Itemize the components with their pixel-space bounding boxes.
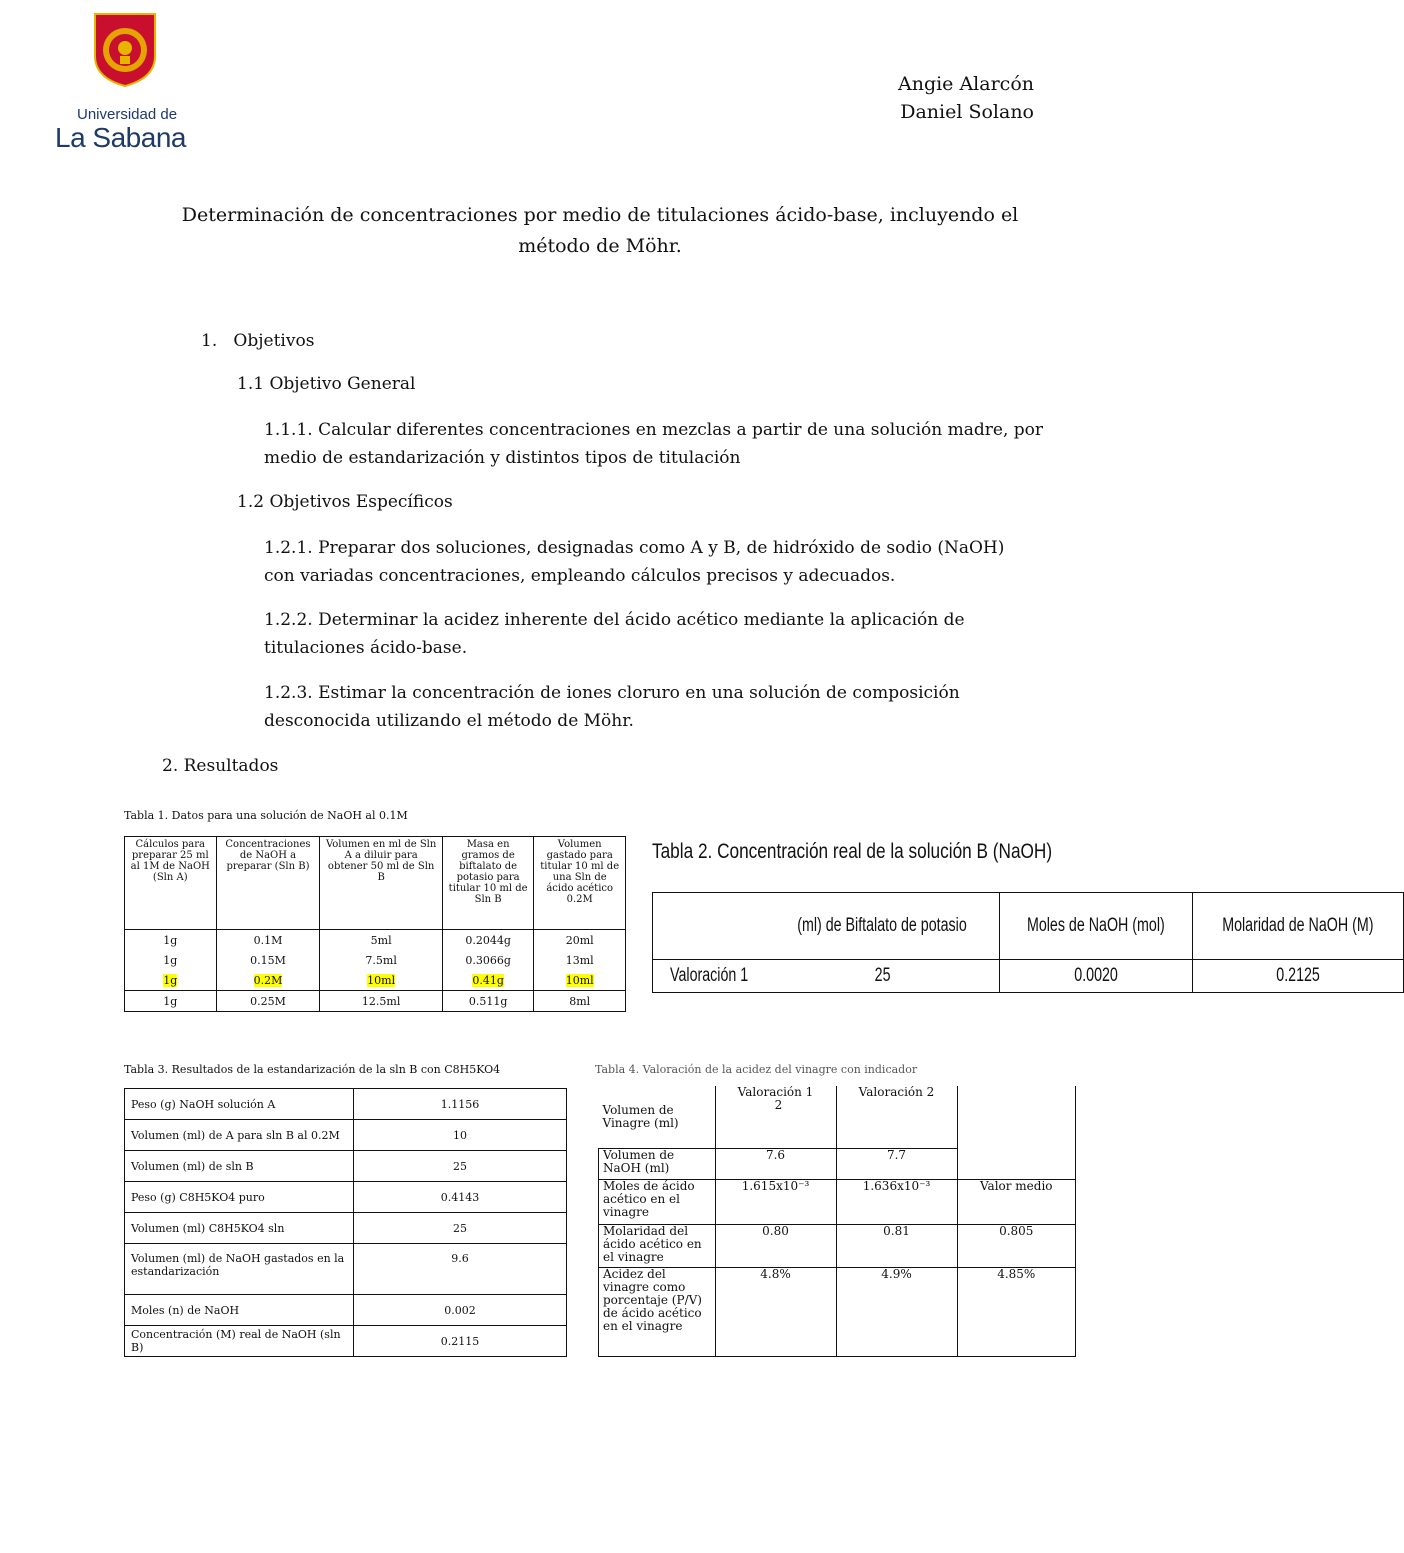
table-header-cell [957,1086,1076,1180]
section-heading-objetivos: 1. Objetivos [201,331,315,351]
table-cell: 9.6 [354,1244,567,1295]
table-cell: 0.002 [354,1295,567,1326]
table-row [125,991,626,1012]
table-cell: 7.5ml [320,950,442,970]
table-cell: Volumen (ml) C8H5KO4 sln [125,1213,354,1244]
table-cell: 13ml [534,950,626,970]
logo-text-line1: Universidad de [77,106,178,123]
subheading-objetivo-general: 1.1 Objetivo General [237,374,416,394]
table-cell: Volumen (ml) de A para sln B al 0.2M [125,1120,354,1151]
text-line: 1.2.3. Estimar la concentración de iones cloruro en una solución de composición [264,683,960,703]
table-row [125,1244,567,1295]
table-row [125,1326,567,1357]
table-header-cell [715,1086,836,1149]
cell-text: Valoración 1 [670,965,749,986]
table-cell: 0.805 [957,1225,1076,1268]
table-row [599,1225,1076,1268]
table-header-cell [1000,893,1193,960]
table-cell: Peso (g) NaOH solución A [125,1089,354,1120]
table-cell: Molaridad del ácido acético en el vinagre [599,1225,716,1268]
header-text: Moles de NaOH (mol) [1027,915,1165,936]
table-cell: 0.25M [216,991,320,1012]
table-cell: 0.4143 [354,1182,567,1213]
table-cell: Volumen (ml) de sln B [125,1151,354,1182]
table1 [124,836,626,1012]
table-cell: 1g [125,950,217,970]
table4-caption: Tabla 4. Valoración de la acidez del vinagre con indicador [595,1063,918,1076]
table-cell: 4.8% [715,1268,836,1357]
cell-text: 0.2125 [1275,965,1320,986]
table-cell: 8ml [534,991,626,1012]
table-cell: 5ml [320,930,442,951]
table-cell: 1g [125,991,217,1012]
table-cell: Volumen de NaOH (ml) [599,1149,716,1180]
table-header-cell [653,893,766,960]
table-cell: 12.5ml [320,991,442,1012]
table-row [599,1180,1076,1225]
subheading-objetivos-especificos: 1.2 Objetivos Específicos [237,492,453,512]
highlighted-value: 1g [163,973,178,987]
text-line: titulaciones ácido-base. [264,638,468,658]
table-header-cell: Masa en gramos de biftalato de potasio para titular 10 ml de Sln B [442,837,534,930]
table-row [125,1182,567,1213]
text-line: medio de estandarización y distintos tipos de titulación [264,448,741,468]
table-cell [534,970,626,991]
table-cell: 20ml [534,930,626,951]
table-cell [1192,960,1403,993]
text-line: 1.2.2. Determinar la acidez inherente del ácido acético mediante la aplicación de [264,610,965,630]
university-seal-icon [93,12,157,88]
table3-caption: Tabla 3. Resultados de la estandarización de la sln B con C8H5KO4 [124,1063,501,1076]
table-cell: Moles (n) de NaOH [125,1295,354,1326]
table-cell: 0.81 [836,1225,957,1268]
highlighted-value: 0.2M [253,973,283,987]
text-line: 1.1.1. Calcular diferentes concentraciones en mezclas a partir de una solución madre, por [264,420,1044,440]
table-cell: 0.3066g [442,950,534,970]
table-cell: 7.7 [836,1149,957,1180]
table-row-highlighted [125,970,626,991]
table-header-row [599,1086,1076,1149]
paragraph-objetivo-2 [264,606,1064,662]
table-header-row [125,837,626,930]
table-cell: 0.2115 [354,1326,567,1357]
table-cell: 0.15M [216,950,320,970]
table-cell [216,970,320,991]
table-header-cell: Volumen en ml de Sln A a diluir para obtener 50 ml de Sln B [320,837,442,930]
table-cell: Valor medio [957,1180,1076,1225]
author-name: Daniel Solano [900,101,1034,123]
table-cell: 0.1M [216,930,320,951]
table-cell: Concentración (M) real de NaOH (sln B) [125,1326,354,1357]
table-cell: 25 [354,1151,567,1182]
table-cell: 0.511g [442,991,534,1012]
table-cell: 1.615x10⁻³ [715,1180,836,1225]
document-title [150,200,1050,262]
table-header-cell [1192,893,1403,960]
table3 [124,1088,567,1357]
university-logo [55,12,195,153]
table-cell [442,970,534,991]
table-row [125,1151,567,1182]
table-row [653,960,1404,993]
table-row [599,1268,1076,1357]
header-text: Valoración 2 [858,1085,935,1099]
table-row [125,950,626,970]
table-header-cell: Concentraciones de NaOH a preparar (Sln B) [216,837,320,930]
logo-text-line2: La Sabana [55,122,186,153]
table-row [125,930,626,951]
table-cell: 4.85% [957,1268,1076,1357]
table-cell: 0.2044g [442,930,534,951]
text-line: 1.2.1. Preparar dos soluciones, designadas como A y B, de hidróxido de sodio (NaOH) [264,538,1005,558]
paragraph-objetivo-3 [264,679,1064,735]
table-header-cell: Volumen gastado para titular 10 ml de una Sln de ácido acético 0.2M [534,837,626,930]
table-cell [765,960,1000,993]
table-row [125,1089,567,1120]
header-text: Molaridad de NaOH (M) [1222,915,1374,936]
table2 [652,892,1374,993]
table-header-row [653,893,1404,960]
table-cell: Moles de ácido acético en el vinagre [599,1180,716,1225]
table-header-cell: Cálculos para preparar 25 ml al 1M de NaOH (Sln A) [125,837,217,930]
table-cell: 1g [125,930,217,951]
table-row [125,1213,567,1244]
highlighted-value: 10ml [367,973,396,987]
table-cell: 0.80 [715,1225,836,1268]
text-line: desconocida utilizando el método de Möhr. [264,711,634,731]
header-text: (ml) de Biftalato de potasio [797,915,967,936]
table-cell: Peso (g) C8H5KO4 puro [125,1182,354,1213]
section-heading-resultados: 2. Resultados [162,756,279,776]
table-cell [653,960,766,993]
highlighted-value: 10ml [565,973,594,987]
paragraph-objetivo-1 [264,534,1064,590]
highlighted-value: 0.41g [472,973,504,987]
text-line: con variadas concentraciones, empleando cálculos precisos y adecuados. [264,566,896,586]
title-line: método de Möhr. [518,235,682,257]
table-cell: 1.636x10⁻³ [836,1180,957,1225]
table-header-cell [765,893,1000,960]
header-footnote: 2 [774,1098,783,1112]
table-row [125,1120,567,1151]
author-name: Angie Alarcón [897,73,1034,95]
table-cell: Acidez del vinagre como porcentaje (P/V) de ácido acético en el vinagre [599,1268,716,1357]
header-text: Valoración 1 [737,1085,814,1099]
paragraph-objetivo-general [264,416,1064,472]
cell-text: 0.0020 [1074,965,1118,986]
table-cell [125,970,217,991]
table-cell: Volumen (ml) de NaOH gastados en la estandarización [125,1244,354,1295]
table2-caption: Tabla 2. Concentración real de la solución B (NaOH) [652,840,1053,863]
table-cell: 1.1156 [354,1089,567,1120]
table1-caption: Tabla 1. Datos para una solución de NaOH al 0.1M [124,809,408,822]
authors-block [898,70,1034,126]
table-cell [1000,960,1193,993]
table4 [598,1086,1076,1357]
title-line: Determinación de concentraciones por medio de titulaciones ácido-base, incluyendo el [181,204,1019,226]
table-cell: 10 [354,1120,567,1151]
table-cell [320,970,442,991]
table-cell: 7.6 [715,1149,836,1180]
table-header-cell: Volumen de Vinagre (ml) [599,1086,716,1149]
cell-text: 25 [874,965,891,986]
table-cell: 25 [354,1213,567,1244]
table-cell: 4.9% [836,1268,957,1357]
table-row [125,1295,567,1326]
